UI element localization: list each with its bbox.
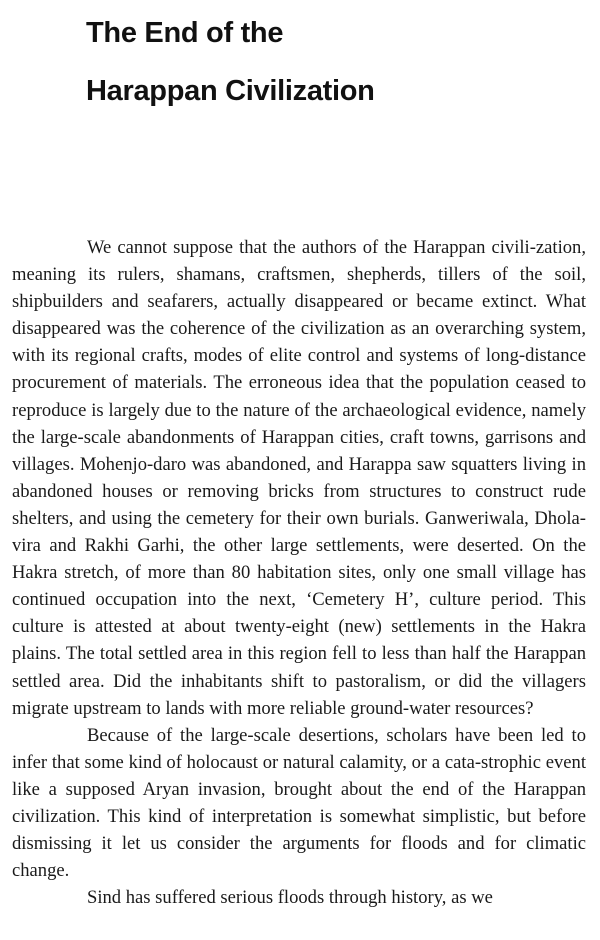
body-text <box>12 234 586 911</box>
chapter-title <box>86 4 556 120</box>
paragraph-3: Sind has suffered serious floods through history, as we <box>87 887 493 909</box>
paragraph-2: Because of the large-scale desertions, scholars have been led to infer that some kind of holocaust or natural calamity, or a cata-strophic event like a supposed Aryan invasion, brought about the end of the Harappan civilization. This kind of interpretation is somewhat simplistic, but before dismissing it let us consider the arguments for floods and for climatic change. <box>12 724 586 882</box>
paragraph-1: We cannot suppose that the authors of the Harappan civili-zation, meaning its rulers, shamans, craftsmen, shepherds, tillers of the soil, shipbuilders and seafarers, actually disappeared or became extinct. What disappeared was the coherence of the civilization as an overarching system, with its regional crafts, modes of elite control and systems of long-distance procurement of materials. The erroneous idea that the population ceased to reproduce is largely due to the nature of the archaeological evidence, namely the large-scale abandonments of Harappan cities, craft towns, garrisons and villages. Mohenjo-daro was abandoned, and Harappa saw squatters living in abandoned houses or removing bricks from structures to construct rude shelters, and using the cemetery for their own burials. Ganweriwala, Dhola-vira and Rakhi Garhi, the other large settlements, were deserted. On the Hakra stretch, of more than 80 habitation sites, only one small village has continued occupation into the next, ‘Cemetery H’, culture period. This culture is attested at about twenty-eight (new) settlements in the Hakra plains. The total settled area in this region fell to less than half the Harappan settled area. Did the inhabitants shift to pastoralism, or did the villagers migrate upstream to lands with more reliable ground-water resources? <box>12 237 586 719</box>
chapter-title-line-1: The End of the <box>86 17 284 49</box>
chapter-title-line-2: Harappan Civilization <box>86 75 375 107</box>
